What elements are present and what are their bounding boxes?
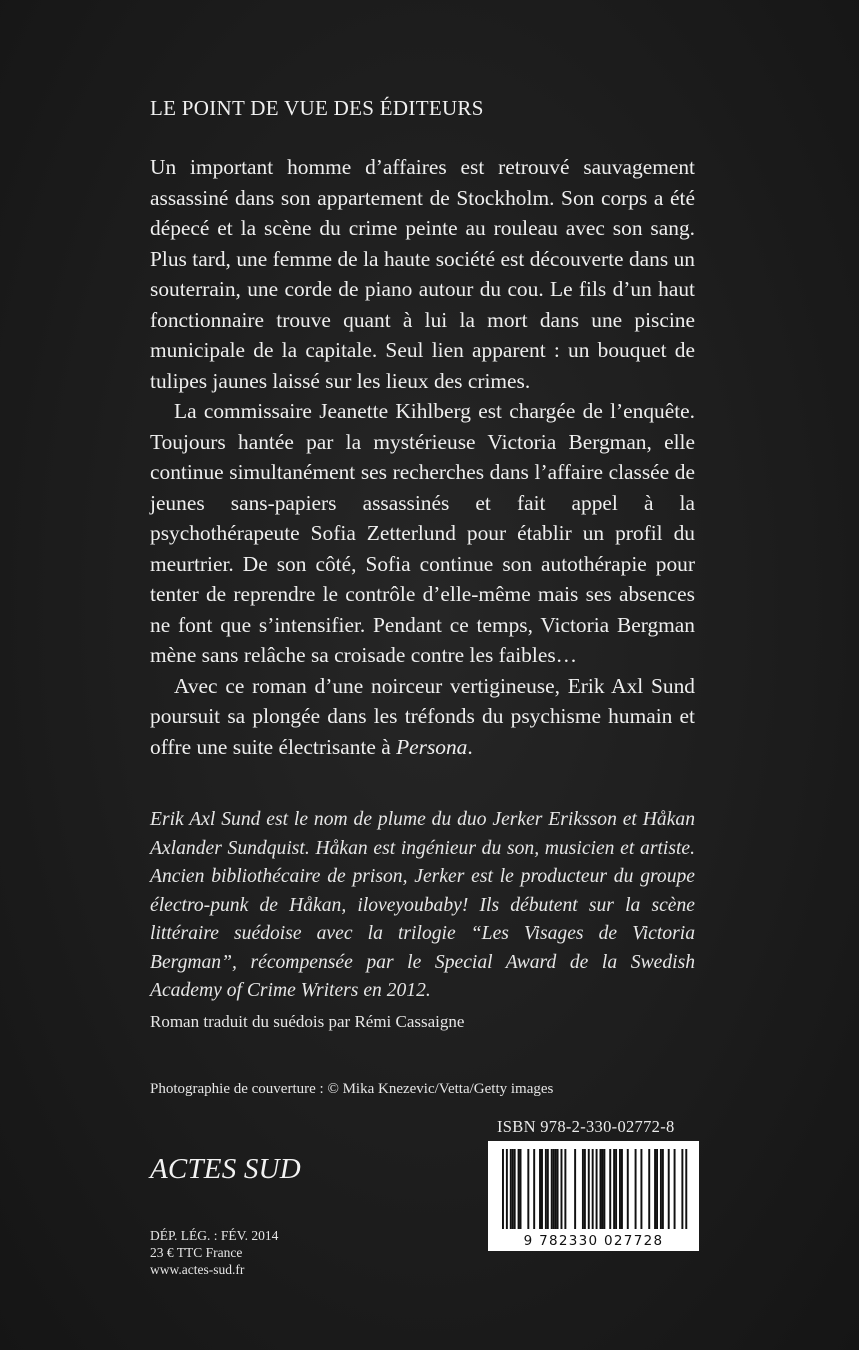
barcode-bar [561,1149,563,1229]
barcode-bar [518,1149,520,1229]
barcode-bar [621,1149,623,1229]
barcode-bar [564,1149,566,1229]
barcode-bar [681,1149,683,1229]
barcode-bars [488,1141,699,1235]
blurb-text-end: . [467,734,473,759]
barcode-bar [613,1149,615,1229]
blurb-paragraph [150,671,695,763]
barcode-bar [609,1149,611,1229]
barcode-bar [654,1149,656,1229]
barcode-bar [635,1149,637,1229]
barcode-bar [506,1149,508,1229]
barcode-bar [619,1149,621,1229]
barcode-bar [551,1149,553,1229]
photo-credit: Photographie de couverture : © Mika Knezevic/Vetta/Getty images [150,1081,554,1097]
barcode-bar [601,1149,603,1229]
barcode-bar [574,1149,576,1229]
barcode-bar [627,1149,629,1229]
barcode-bar [584,1149,586,1229]
barcode-bar [502,1149,504,1229]
barcode-bar [533,1149,535,1229]
barcode-bar [514,1149,516,1229]
isbn-label: ISBN 978-2-330-02772-8 [497,1117,675,1136]
book-title-reference: Persona [396,734,468,759]
barcode-bar [588,1149,590,1229]
barcode-bar [510,1149,512,1229]
barcode-bar [660,1149,662,1229]
barcode-bar [596,1149,598,1229]
barcode-bar [685,1149,687,1229]
barcode-bar [557,1149,559,1229]
section-heading: LE POINT DE VUE DES ÉDITEURS [150,96,484,120]
blurb-paragraph: La commissaire Jeanette Kihlberg est chargée de l’enquête. Toujours hantée par la mystérieuse Victoria Bergman, elle continue simultanément ses recherches dans l’affaire classée de jeunes sans-papiers assassinés et fait appel à la psychothérapeute Sofia Zetterlund pour établir un profil du meurtrier. De son côté, Sofia continue son autothérapie pour tenter de reprendre le contrôle d’elle-même mais ses absences ne font que s’intensifier. Pendant ce temps, Victoria Bergman mène sans relâche sa croisade contre les faibles… [150,399,695,667]
barcode-bar [640,1149,642,1229]
barcode-bar [592,1149,594,1229]
barcode-bar [648,1149,650,1229]
barcode-bar [600,1149,602,1229]
barcode-bar [656,1149,658,1229]
barcode-bar [541,1149,543,1229]
translator-credit: Roman traduit du suédois par Rémi Cassaigne [150,1012,465,1031]
legal-deposit: DÉP. LÉG. : FÉV. 2014 [150,1228,279,1243]
barcode-bar [582,1149,584,1229]
barcode-bar [615,1149,617,1229]
barcode-bar [520,1149,522,1229]
barcode-bar [553,1149,555,1229]
barcode-bar [547,1149,549,1229]
barcode-bar [662,1149,664,1229]
blurb-paragraph: Un important homme d’affaires est retrouvé sauvagement assassiné dans son appartement de Stockholm. Son corps a été dépecé et la scène du crime peinte au rouleau avec son sang. Plus tard, une femme de la haute société est découverte dans un souterrain, une corde de piano autour du cou. Le fils d’un haut fonctionnaire trouve quant à lui la mort dans une piscine municipale de la capitale. Seul lien apparent : un bouquet de tulipes jaunes laissé sur les lieux des crimes. [150,155,695,393]
barcode [488,1141,699,1251]
blurb-text: Avec ce roman d’une noirceur vertigineuse, Erik Axl Sund poursuit sa plongée dans les tréfonds du psychisme humain et offre une suite électrisante à [150,673,695,759]
barcode-bar [545,1149,547,1229]
author-bio [150,806,695,1006]
barcode-bar [603,1149,605,1229]
barcode-bar [668,1149,670,1229]
price: 23 € TTC France [150,1245,243,1260]
barcode-bar [527,1149,529,1229]
publisher-logo: ACTES SUD [150,1153,301,1185]
barcode-bar [539,1149,541,1229]
publisher-website: www.actes-sud.fr [150,1262,245,1277]
author-bio-text: Erik Axl Sund est le nom de plume du duo Jerker Eriksson et Håkan Axlander Sundquist. Håkan est ingénieur du son, musicien et artiste. Ancien bibliothécaire de prison, Jerker est le producteur du groupe électro-punk de Håkan, iloveyoubaby! Ils débutent sur la scène littéraire suédoise avec la trilogie “Les Visages de Victoria Bergman”, récompensée par le Special Award de la Swedish Academy of Crime Writers en 2012. [150,809,695,1001]
barcode-bar [512,1149,514,1229]
publisher-blurb [150,152,695,762]
barcode-digits: 9 782330 027728 [523,1233,664,1249]
legal-info [150,1227,278,1278]
barcode-bar [674,1149,676,1229]
barcode-bar [555,1149,557,1229]
